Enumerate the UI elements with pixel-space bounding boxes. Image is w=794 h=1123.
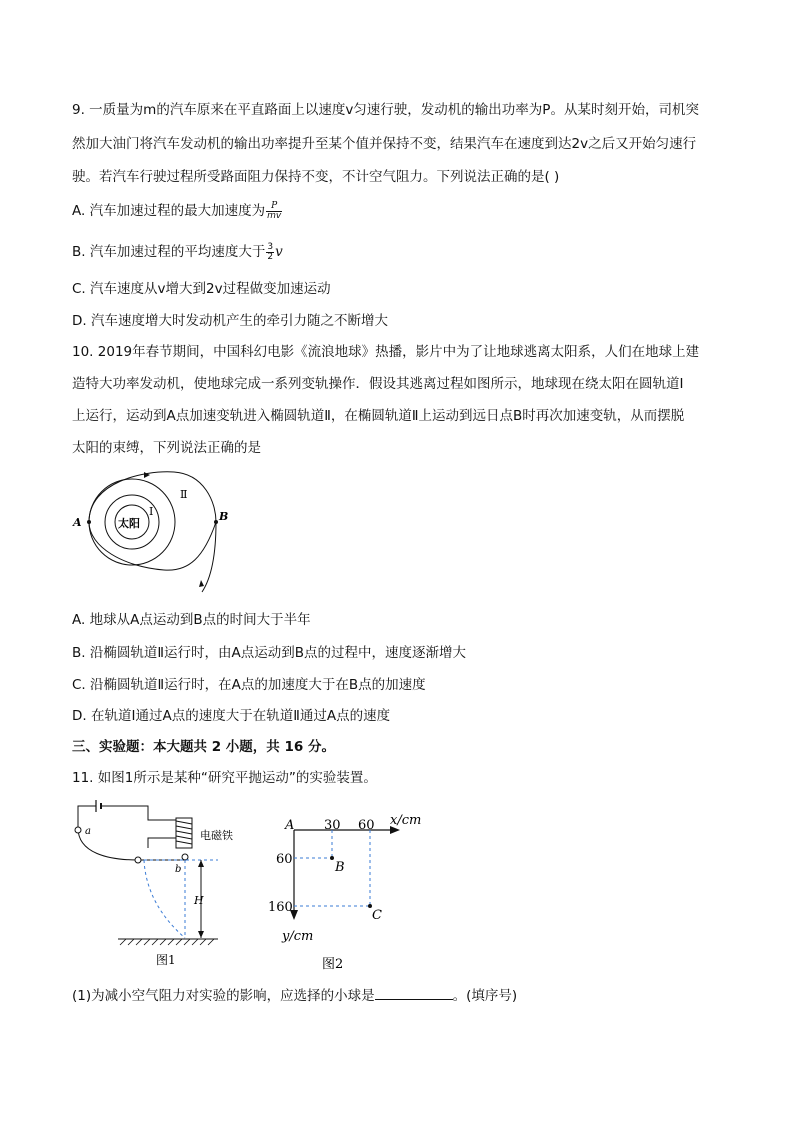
q9-option-b-var: v bbox=[275, 244, 283, 260]
q9-option-b-text: B. 汽车加速过程的平均速度大于 bbox=[72, 244, 266, 260]
point-b-coord-label: B bbox=[335, 860, 345, 875]
x-tick-60: 60 bbox=[358, 818, 375, 833]
q10-line-3: 上运行，运动到A点加速变轨进入椭圆轨道Ⅱ，在椭圆轨道Ⅱ上运动到远日点B时再次加速变轨，从而摆脱 bbox=[72, 408, 685, 424]
height-h-label: H bbox=[194, 894, 204, 907]
sun-label: 太阳 bbox=[118, 517, 140, 530]
point-c-coord-label: C bbox=[372, 908, 382, 923]
point-b-label: B bbox=[219, 510, 229, 523]
orbit-figure bbox=[64, 462, 244, 602]
fraction-numerator: 3 bbox=[267, 241, 274, 252]
orbit-1-label: Ⅰ bbox=[149, 505, 154, 518]
q11-sub-1 bbox=[72, 986, 517, 1006]
y-tick-60: 60 bbox=[276, 852, 293, 867]
q9-option-a bbox=[72, 201, 283, 221]
fraction-denominator: mv bbox=[267, 210, 282, 221]
q9-option-d: D. 汽车速度增大时发动机产生的牵引力随之不断增大 bbox=[72, 313, 388, 329]
q10-option-c: C. 沿椭圆轨道Ⅱ运行时，在A点的加速度大于在B点的加速度 bbox=[72, 677, 426, 693]
q10-option-d: D. 在轨道Ⅰ通过A点的速度大于在轨道Ⅱ通过A点的速度 bbox=[72, 708, 391, 724]
q10-option-a: A. 地球从A点运动到B点的时间大于半年 bbox=[72, 612, 311, 628]
q9-option-b bbox=[72, 242, 283, 262]
point-a-label: A bbox=[73, 516, 82, 529]
y-axis-label: y/cm bbox=[282, 929, 314, 944]
electromagnet-label: 电磁铁 bbox=[200, 829, 233, 842]
point-b-small-label: b bbox=[175, 864, 182, 875]
point-a-small-label: a bbox=[85, 826, 91, 837]
orbit-2-ellipse bbox=[89, 472, 216, 592]
point-b-dot bbox=[214, 520, 218, 524]
figure-1-caption: 图1 bbox=[156, 953, 176, 967]
origin-label: A bbox=[285, 818, 295, 833]
q10-line-2: 造特大功率发动机，使地球完成一系列变轨操作．假设其逃离过程如图所示，地球现在绕太阳在圆轨道Ⅰ bbox=[72, 376, 684, 392]
q9-option-a-fraction bbox=[266, 202, 282, 221]
q9-option-b-fraction bbox=[266, 243, 274, 262]
figure-2-coordinates bbox=[268, 808, 438, 978]
q9-option-c: C. 汽车速度从v增大到2v过程做变加速运动 bbox=[72, 281, 331, 297]
q10-line-4: 太阳的束缚，下列说法正确的是 bbox=[72, 440, 261, 456]
x-axis-label: x/cm bbox=[390, 813, 422, 828]
x-tick-30: 30 bbox=[324, 818, 341, 833]
q10-option-b: B. 沿椭圆轨道Ⅱ运行时，由A点运动到B点的过程中，速度逐渐增大 bbox=[72, 645, 466, 661]
point-b-marker bbox=[330, 856, 334, 860]
q9-line-1: 9. 一质量为m的汽车原来在平直路面上以速度v匀速行驶，发动机的输出功率为P。从某时刻开始，司机突 bbox=[72, 102, 699, 118]
y-tick-160: 160 bbox=[268, 900, 293, 915]
section-3-heading: 三、实验题：本大题共 2 小题，共 16 分。 bbox=[72, 739, 335, 755]
fraction-denominator: 2 bbox=[267, 251, 274, 262]
q11-sub-1-text: (1)为减小空气阻力对实验的影响，应选择的小球是 bbox=[72, 988, 375, 1004]
q9-line-3: 驶。若汽车行驶过程所受路面阻力保持不变，不计空气阻力。下列说法正确的是( ) bbox=[72, 169, 560, 185]
q10-line-1: 10. 2019年春节期间，中国科幻电影《流浪地球》热播，影片中为了让地球逃离太阳系，人们在地球上建 bbox=[72, 344, 700, 360]
point-a-dot bbox=[87, 520, 91, 524]
answer-blank[interactable] bbox=[375, 987, 453, 1000]
q9-line-2: 然加大油门将汽车发动机的输出功率提升至某个值并保持不变，结果汽车在速度到达2v之后又开始匀速行 bbox=[72, 136, 697, 152]
figure-1-apparatus bbox=[68, 798, 268, 978]
q9-option-a-text: A. 汽车加速过程的最大加速度为 bbox=[72, 203, 266, 219]
q11-line-1: 11. 如图1所示是某种“研究平抛运动”的实验装置。 bbox=[72, 770, 377, 786]
fraction-numerator: P bbox=[266, 202, 282, 212]
figure-2-caption: 图2 bbox=[322, 957, 344, 972]
q11-sub-1-suffix: 。(填序号) bbox=[452, 988, 518, 1004]
orbit-2-label: Ⅱ bbox=[180, 488, 188, 501]
